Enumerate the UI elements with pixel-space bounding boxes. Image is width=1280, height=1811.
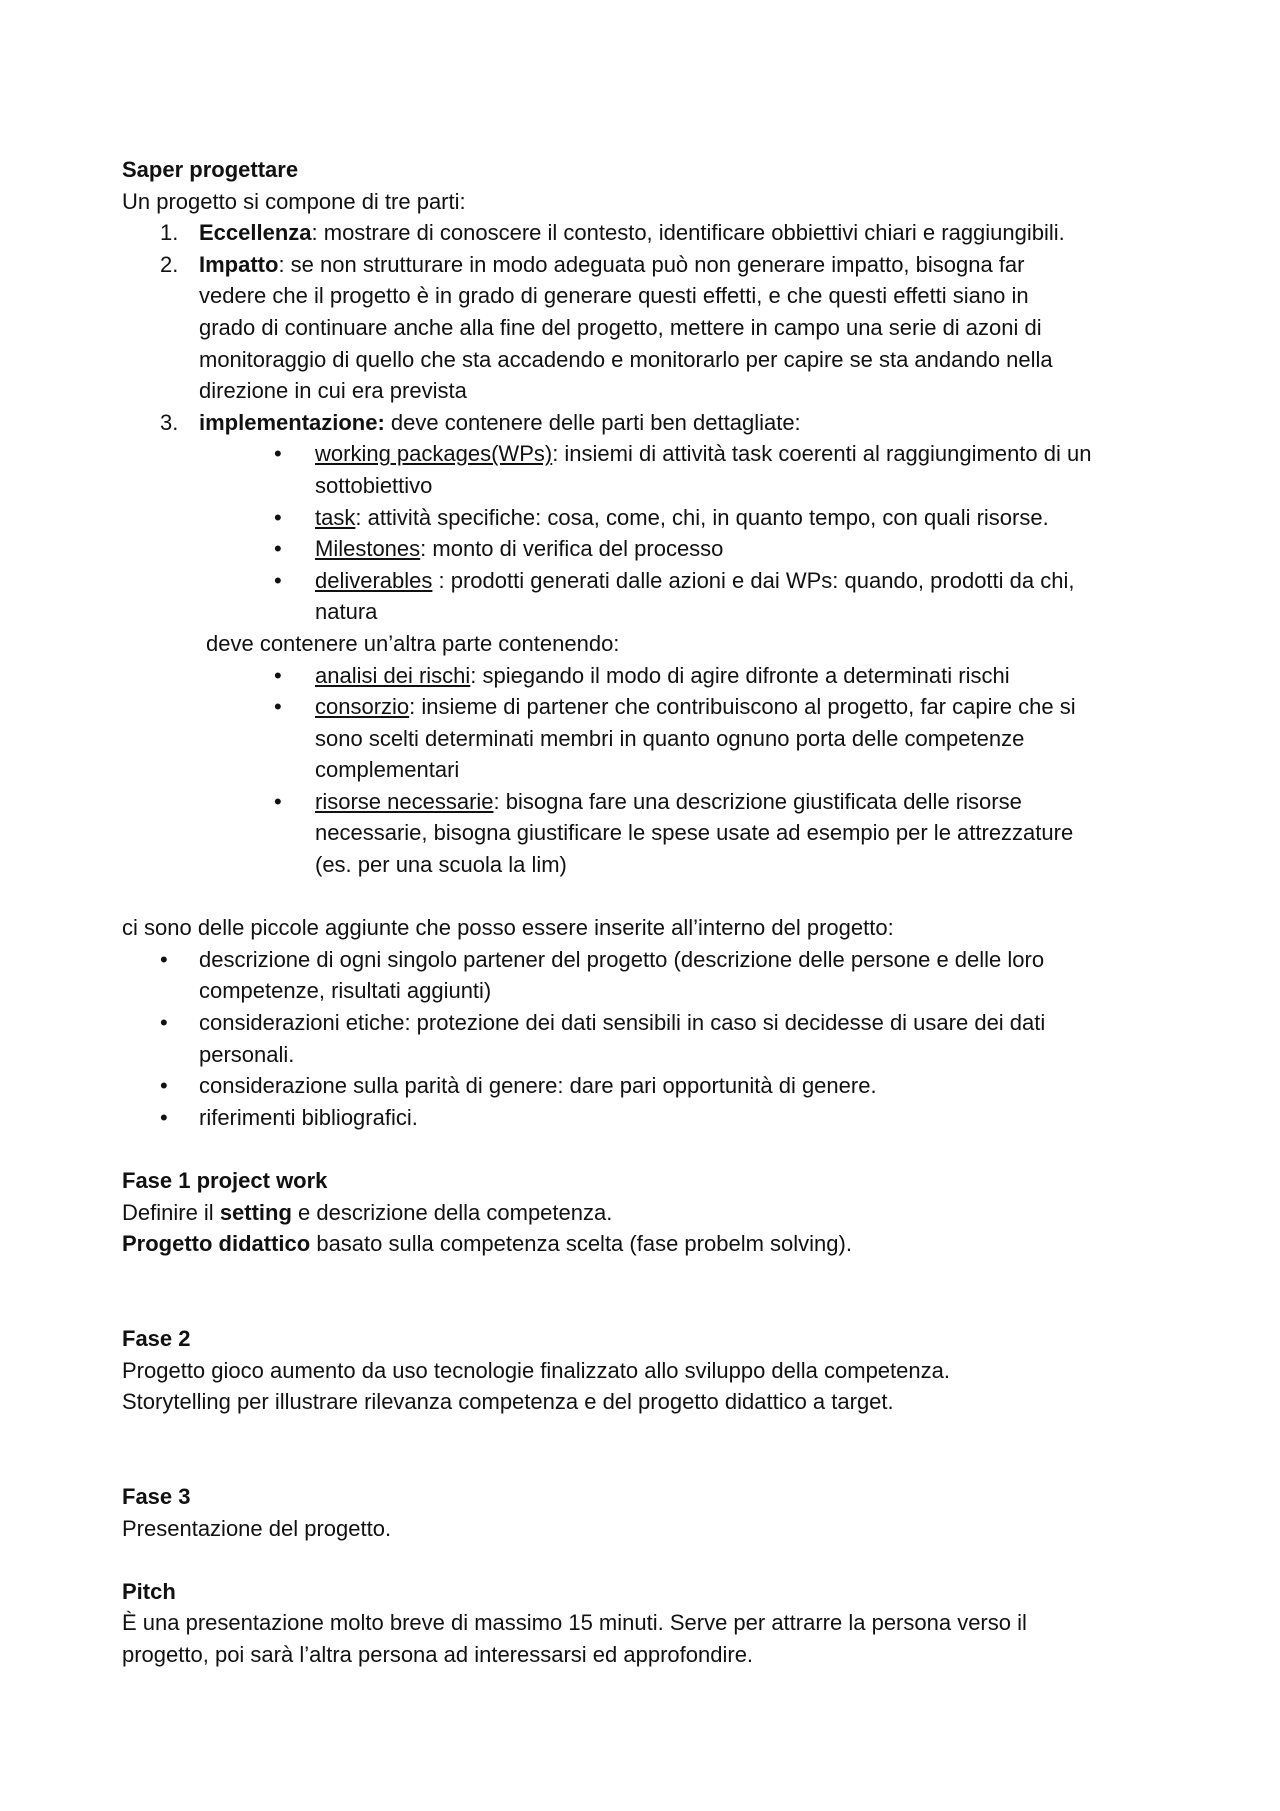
- pitch-line-1: È una presentazione molto breve di massimo 15 minuti. Serve per attrarre la persona verso il: [122, 1610, 1027, 1636]
- bullet-icon: •: [160, 1104, 168, 1130]
- intro-text: Un progetto si compone di tre parti:: [122, 188, 466, 214]
- list-item-task: • task: attività specifiche: cosa, come, chi, in quanto tempo, con quali risorse.: [122, 502, 1162, 534]
- term-implementazione: implementazione:: [199, 409, 385, 435]
- term-impatto: Impatto: [199, 251, 279, 277]
- bullet-icon: •: [274, 504, 282, 530]
- list-item-addition: • riferimenti bibliografici.: [122, 1102, 1162, 1134]
- additions-list: [122, 944, 1162, 1134]
- section-title-saper-progettare: Saper progettare: [122, 157, 299, 182]
- fase-2-line-2: Storytelling per illustrare rilevanza competenza e del progetto didattico a target.: [122, 1389, 894, 1415]
- section-title-fase-2: Fase 2: [122, 1325, 191, 1351]
- section-title-fase-1: Fase 1 project work: [122, 1168, 328, 1193]
- bullet-icon: •: [274, 694, 282, 720]
- list-item-addition: • considerazioni etiche: protezione dei dati sensibili in caso si decidesse di usare dei dati personali.: [122, 1007, 1162, 1070]
- implementation-items-list: [122, 438, 1162, 628]
- other-part-intro: deve contenere un’altra parte contenendo:: [206, 630, 620, 656]
- bullet-icon: •: [274, 662, 282, 688]
- section-title-fase-3: Fase 3: [122, 1483, 191, 1509]
- bullet-icon: •: [160, 1010, 168, 1036]
- document-body: [122, 154, 1162, 1671]
- list-item-consorzio: • consorzio: insieme di partener che contribuiscono al progetto, far capire che si sono scelti determinati membri in quanto ognuno porta delle competenze complementari: [122, 691, 1162, 786]
- list-item-risorse-necessarie: • risorse necessarie: bisogna fare una descrizione giustificata delle risorse necessarie, bisogna giustificare le spese usate ad esempio per le attrezzature (es. per una scuola la lim): [122, 786, 1162, 881]
- list-item-eccellenza: 1. Eccellenza: mostrare di conoscere il contesto, identificare obbiettivi chiari e raggiungibili.: [122, 217, 1162, 249]
- bullet-icon: •: [274, 567, 282, 593]
- list-item-deliverables: • deliverables : prodotti generati dalle azioni e dai WPs: quando, prodotti da chi, natura: [122, 565, 1162, 628]
- list-number: 2.: [160, 251, 179, 277]
- section-title-pitch: Pitch: [122, 1578, 176, 1604]
- list-item-working-packages: • working packages(WPs): insiemi di attività task coerenti al raggiungimento di un sottobiettivo: [122, 438, 1162, 501]
- fase-2-line-1: Progetto gioco aumento da uso tecnologie finalizzato allo sviluppo della competenza.: [122, 1357, 950, 1383]
- bullet-icon: •: [274, 441, 282, 467]
- other-items-list: [122, 660, 1162, 881]
- bullet-icon: •: [274, 788, 282, 814]
- list-number: 3.: [160, 409, 179, 435]
- list-item-milestones: • Milestones: monto di verifica del processo: [122, 533, 1162, 565]
- list-item-addition: • descrizione di ogni singolo partener del progetto (descrizione delle persone e delle loro competenze, risultati aggiunti): [122, 944, 1162, 1007]
- pitch-line-2: progetto, poi sarà l’altra persona ad interessarsi ed approfondire.: [122, 1641, 754, 1667]
- list-item-impatto: 2. Impatto: se non strutturare in modo adeguata può non generare impatto, bisogna far vedere che il progetto è in grado di generare questi effetti, e che questi effetti siano in grado di continuare anche alla fine del progetto, mettere in campo una serie di azoni di monitoraggio di quello che sta accadendo e monitorarlo per capire se sta andando nella direzione in cui era prevista: [122, 249, 1162, 407]
- bullet-icon: •: [274, 536, 282, 562]
- parts-list: [122, 217, 1162, 438]
- fase-1-line-1: Definire il setting e descrizione della competenza.: [122, 1199, 613, 1225]
- term-eccellenza: Eccellenza: [199, 220, 312, 246]
- list-number: 1.: [160, 220, 179, 246]
- list-item-addition: • considerazione sulla parità di genere: dare pari opportunità di genere.: [122, 1070, 1162, 1102]
- fase-3-line-1: Presentazione del progetto.: [122, 1515, 392, 1541]
- list-item-analisi-rischi: • analisi dei rischi: spiegando il modo di agire difronte a determinati rischi: [122, 660, 1162, 692]
- fase-1-line-2: Progetto didattico basato sulla competenza scelta (fase probelm solving).: [122, 1231, 852, 1257]
- list-item-implementazione: 3. implementazione: deve contenere delle parti ben dettagliate:: [122, 407, 1162, 439]
- bullet-icon: •: [160, 1073, 168, 1099]
- additions-intro: ci sono delle piccole aggiunte che posso essere inserite all’interno del progetto:: [122, 915, 894, 941]
- bullet-icon: •: [160, 946, 168, 972]
